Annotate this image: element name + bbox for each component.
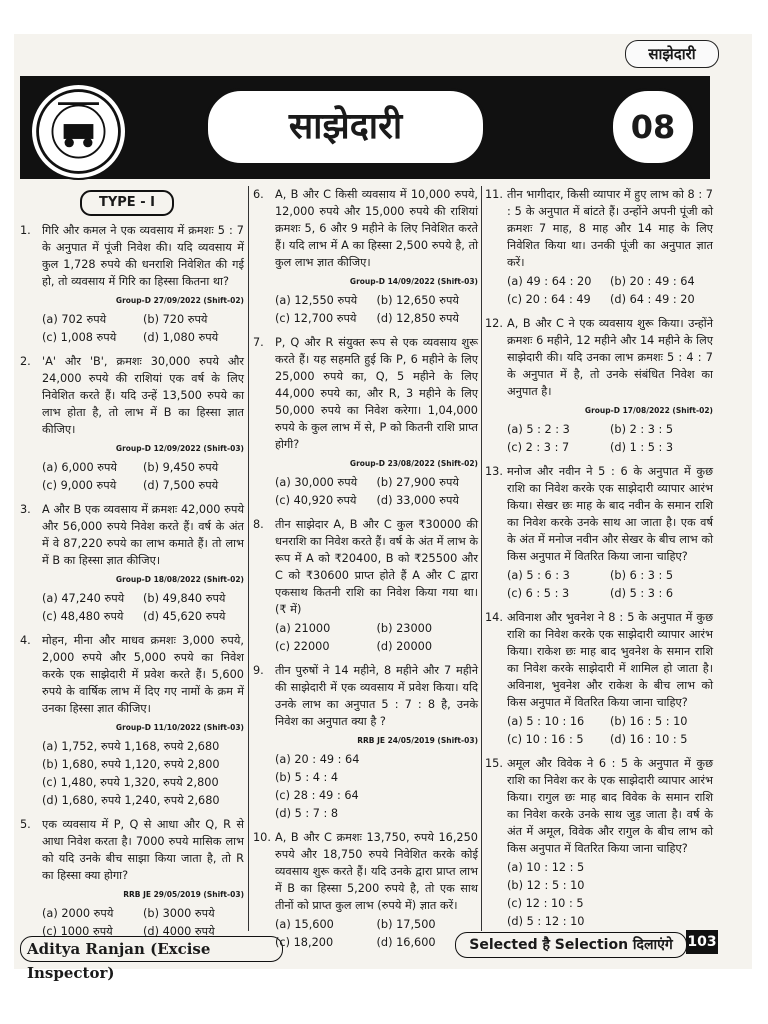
page-number: 103 [686,930,718,954]
column-2 [253,186,478,958]
options: (a) 5 : 6 : 3 (b) 6 : 3 : 5 (c) 6 : 5 : 3 (d) 5 : 3 : 6 [507,569,674,600]
options: (a) 5 : 10 : 16 (b) 16 : 5 : 10 (c) 10 : 16 : 5 (d) 16 : 10 : 5 [507,715,688,746]
question: 13. मनोज और नवीन ने 5 : 6 के अनुपात में कुछ राशि का निवेश करके एक साझेदारी व्यापार आरंभ किया। सेखर छः माह के बाद नवीन के समान राशि का निवेश करके उनके साथ आ जाता है। एक वर्ष के अंत में मनोज नवीन और सेखर के बीच लाभ को किस अनुपात में वितरित किया जाना चाहिए? [485,465,713,563]
column-divider [481,186,482,931]
question-source: RRB JE 29/05/2019 (Shift-03) [123,890,244,899]
options: (a) 702 रुपये (b) 720 रुपये (c) 1,008 रुपये (d) 1,080 रुपये [42,313,219,344]
options: (a) 1,752, रुपये 1,168, रुपये 2,680 (b) 1,680, रुपये 1,120, रुपये 2,800 (c) 1,480, रुपये 1,320, रुपये 2,800 (d) 1,680, रुपये 1,240, रुपये 2,680 [42,740,220,807]
options: (a) 5 : 2 : 3 (b) 2 : 3 : 5 (c) 2 : 3 : 7 (d) 1 : 5 : 3 [507,423,674,454]
question: 3. A और B एक व्यवसाय में क्रमशः 42,000 रुपये और 56,000 रुपये निवेश करते हैं। वर्ष के अंत में वे 87,220 रुपये का लाभ कमाते हैं। तो लाभ में B का हिस्सा ज्ञात कीजिए। [20,503,244,567]
question-source: Group-D 14/09/2022 (Shift-03) [349,277,478,286]
options: (a) 6,000 रुपये (b) 9,450 रुपये (c) 9,000 रुपये (d) 7,500 रुपये [42,461,219,492]
question: 4. मोहन, मीना और माधव क्रमशः 3,000 रुपये, 2,000 रुपये और 5,000 रुपये का निवेश करके एक साझेदारी में प्रवेश करते हैं। 5,600 रुपये के वार्षिक लाभ में दिए गए नामों के क्रम में उनका हिस्सा ज्ञात कीजिए। [20,634,244,715]
chapter-tag: साझेदारी [625,40,719,68]
question: 1. गिरि और कमल ने एक व्यवसाय में क्रमशः 5 : 7 के अनुपात में पूंजी निवेश की। यदि व्यवसाय में कुल 1,728 रुपये की धनराशि निवेशित की गई हो, तो व्यवसाय में गिरि का हिस्सा कितना था? [20,224,244,288]
question: 7. P, Q और R संयुक्त रूप से एक व्यवसाय शुरू करते हैं। यह सहमति हुई कि P, 6 महीने के लिए 25,000 रुपये का, Q, 5 महीने के लिए 44,000 रुपये का, और R, 3 महीने के लिए 50,000 रुपये का निवेश करेगा। 1,04,000 रुपये के कुल लाभ में से, P को कितनी राशि प्राप्त होगी? [253,336,478,451]
question-source: RRB JE 24/05/2019 (Shift-03) [357,736,478,745]
indian-railways-logo-icon [30,83,127,180]
column-divider [248,186,249,931]
question: 6. A, B और C किसी व्यवसाय में 10,000 रुपये, 12,000 रुपये और 15,000 रुपये की राशियां क्रमशः 5, 6 और 9 महीने के लिए निवेशित करते हैं। यदि लाभ में A का हिस्सा 2,500 रुपये है, तो कुल लाभ ज्ञात कीजिए। [253,188,478,269]
question-source: Group-D 12/09/2022 (Shift-03) [115,444,244,453]
question: 11. तीन भागीदार, किसी व्यापार में हुए लाभ को 8 : 7 : 5 के अनुपात में बांटते हैं। उन्होंने अपनी पूंजी को क्रमशः 7 माह, 8 माह और 14 माह के लिए निवेशित किया था। उनकी पूंजी का अनुपात ज्ञात करें। [485,188,713,269]
question: 12. A, B और C ने एक व्यवसाय शुरू किया। उन्होंने क्रमशः 6 महीने, 12 महीने और 14 महीने के लिए साझेदारी की। यदि उनका लाभ क्रमशः 5 : 4 : 7 के अनुपात में है, तो उनके संबंधित निवेश का अनुपात है। [485,317,713,398]
question: 8. तीन साझेदार A, B और C कुल ₹30000 की धनराशि का निवेश करते हैं। वर्ष के अंत में लाभ के रूप में A को ₹20400, B को ₹25500 और C को ₹30600 प्राप्त होते हैं A और C द्वारा एकसाथ कितनी राशि का निवेश किया गया था। (₹ में) [253,518,478,616]
options: (a) 21000 (b) 23000 (c) 22000 (d) 20000 [275,622,433,653]
options: (a) 12,550 रुपये (b) 12,650 रुपये (c) 12,700 रुपये (d) 12,850 रुपये [275,294,459,325]
author-footer: Aditya Ranjan (Excise Inspector) [20,936,283,962]
options: (a) 15,600 (b) 17,500 (c) 18,200 (d) 16,600 [275,918,436,949]
question-source: Group-D 18/08/2022 (Shift-02) [115,575,244,584]
options: (a) 10 : 12 : 5 (b) 12 : 5 : 10 (c) 12 : 10 : 5 (d) 5 : 12 : 10 [507,861,585,928]
column-3 [485,186,713,937]
question-source: Group-D 23/08/2022 (Shift-02) [349,459,478,468]
question: 9. तीन पुरुषों ने 14 महीने, 8 महीने और 7 महीने की साझेदारी में एक व्यवसाय में प्रवेश किया। यदि उनके लाभ का अनुपात 5 : 7 : 8 है, उनके निवेश का अनुपात क्या है ? [253,664,478,728]
slogan-footer: Selected है Selection दिलाएंगे [455,932,687,958]
question: 5. एक व्यवसाय में P, Q से आधा और Q, R से आधा निवेश करता है। 7000 रुपये मासिक लाभ को यदि उनके बीच साझा किया जाता है, तो R का हिस्सा क्या होगा? [20,818,244,882]
question: 15. अमूल और विवेक ने 6 : 5 के अनुपात में कुछ राशि का निवेश कर के एक साझेदारी व्यापार आरंभ किया। रागुल छः माह बाद विवेक के समान राशि का निवेश करके उनके साथ जुड़ जाता है। वर्ष के अंत में अमूल, विवेक और रागुल के बीच लाभ को किस अनुपात में वितरित किया जाना चाहिए? [485,757,713,855]
question: 14. अविनाश और भुवनेश ने 8 : 5 के अनुपात में कुछ राशि का निवेश करके एक साझेदारी व्यापार आरंभ किया। राकेश छः माह बाद भुवनेश के समान राशि का निवेश करके साझेदारी में शामिल हो जाता है। अविनाश, भुवनेश और राकेश के बीच लाभ को किस अनुपात में वितरित किया जाना चाहिए? [485,611,713,709]
chapter-title: साझेदारी [205,88,486,166]
options: (a) 47,240 रुपये (b) 49,840 रुपये (c) 48,480 रुपये (d) 45,620 रुपये [42,592,226,623]
options: (a) 2000 रुपये (b) 3000 रुपये (c) 1000 रुपये (d) 4000 रुपये [42,907,215,938]
column-1 [20,186,244,947]
question: 10. A, B और C क्रमशः 13,750, रुपये 16,250 रुपये और 18,750 रुपये निवेशित करके कोई व्यवसाय शुरू करते हैं। यदि उनके द्वारा प्राप्त लाभ में B का हिस्सा 5,200 रुपये है, तो एक साथ तीनों को प्राप्त कुल लाभ (रुपये में) ज्ञात करें। [253,831,478,912]
question-source: Group-D 11/10/2022 (Shift-03) [115,723,244,732]
question-source: Group-D 27/09/2022 (Shift-02) [115,296,244,305]
options: (a) 49 : 64 : 20 (b) 20 : 49 : 64 (c) 20 : 64 : 49 (d) 64 : 49 : 20 [507,275,695,306]
options: (a) 20 : 49 : 64 (b) 5 : 4 : 4 (c) 28 : 49 : 64 (d) 5 : 7 : 8 [275,753,360,820]
question-source: Group-D 17/08/2022 (Shift-02) [584,406,713,415]
type-label: TYPE - I [80,190,174,216]
chapter-number: 08 [610,88,696,166]
question: 2. 'A' और 'B', क्रमशः 30,000 रुपये और 24,000 रुपये की राशियां एक वर्ष के लिए निवेशित करते हैं। यदि उन्हें 13,500 रुपये का लाभ होता है, तो लाभ में B का हिस्सा ज्ञात कीजिए। [20,355,244,436]
options: (a) 30,000 रुपये (b) 27,900 रुपये (c) 40,920 रुपये (d) 33,000 रुपये [275,476,459,507]
